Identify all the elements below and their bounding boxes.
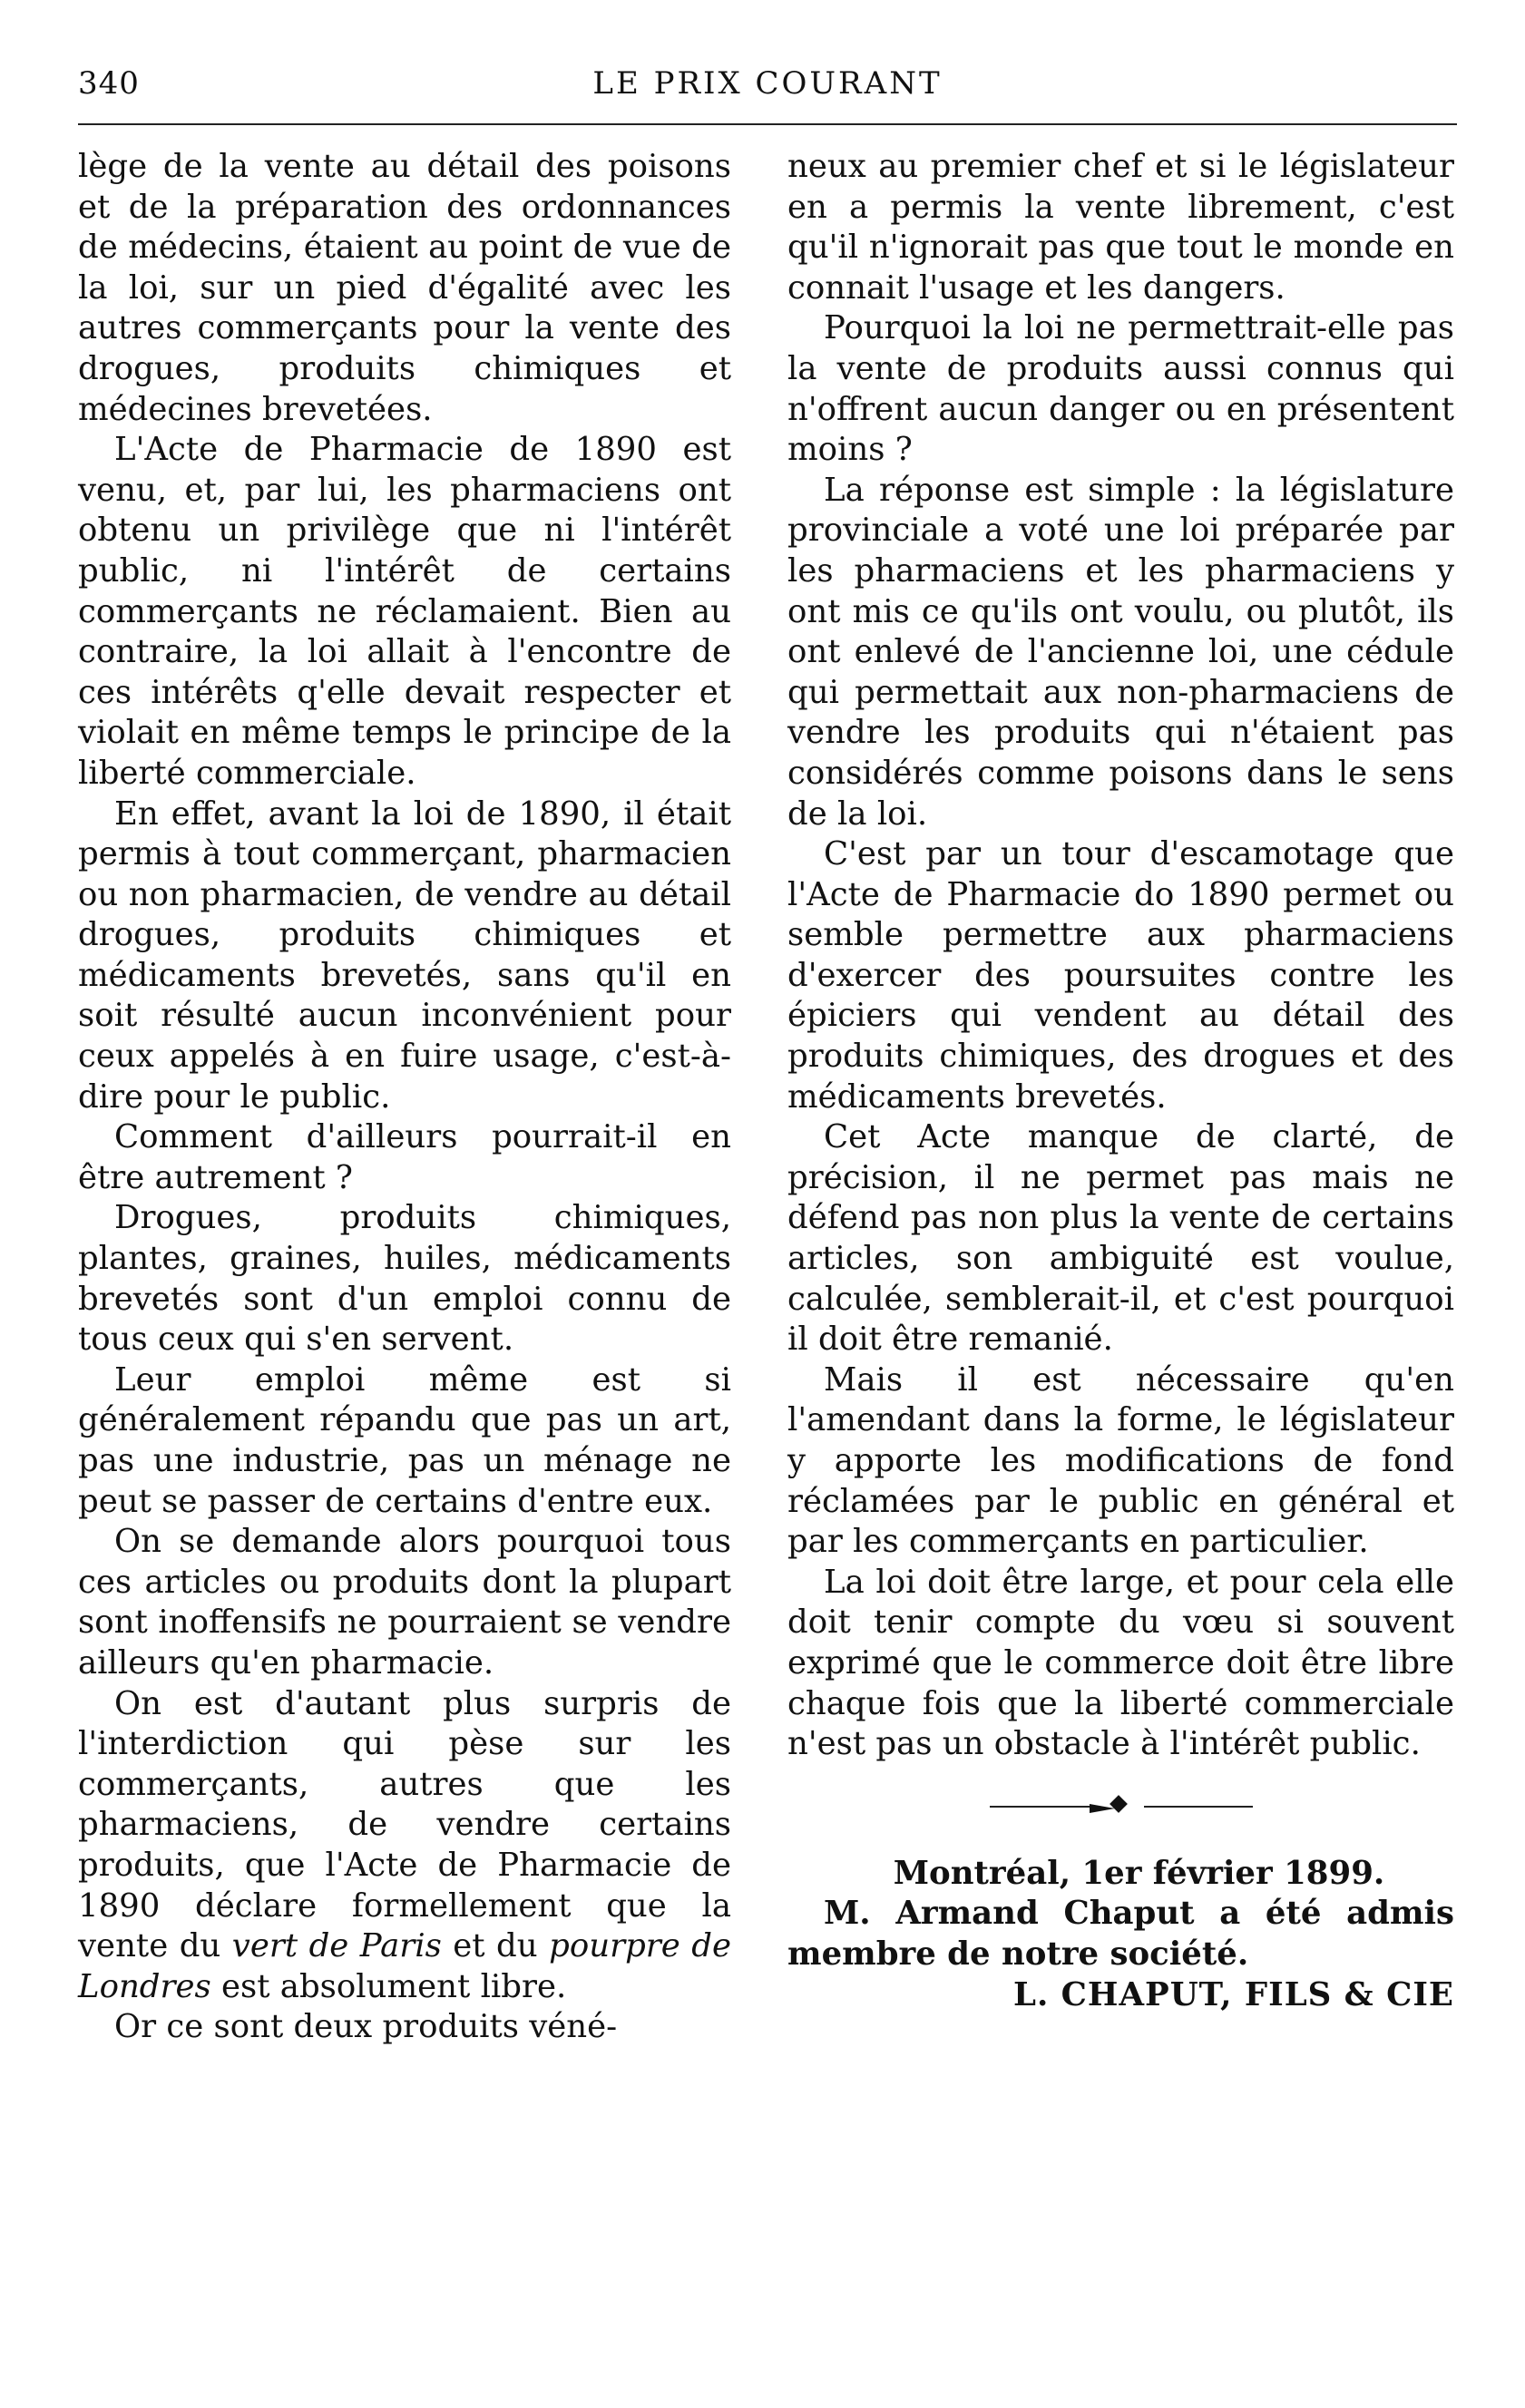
section-ornament [990,1798,1253,1816]
paragraph: Mais il est nécessaire qu'en l'amendant dans la forme, le législateur y apporte les modifications de fond réclamées par le public en général et par les commerçants en particulier. [787,1360,1454,1561]
product-name-italic: pourpre de Londres [78,1927,731,2005]
ornament-rule-right [1144,1806,1253,1808]
paragraph: Cet Acte manque de clarté, de précision, il ne permet pas mais ne défend pas non plus la vente de certains articles, son ambiguité est voulue, calculée, semblerait-il, et c'est pourquoi il doit être remanié. [787,1118,1454,1359]
paragraph: La loi doit être large, et pour cela elle doit tenir compte du vœu si souvent exprimé que le commerce doit être libre chaque fois que la liberté commerciale n'est pas un obstacle à l'intérêt public. [787,1563,1454,1763]
running-title: LE PRIX COURANT [592,65,943,102]
paragraph: Leur emploi même est si généralement répandu que pas un art, pas une industrie, pas un ménage ne peut se passer de certains d'entre eux. [78,1360,731,1520]
header-rule [78,123,1457,125]
paragraph: Comment d'ailleurs pourrait-il en être autrement ? [78,1118,731,1196]
paragraph: C'est par un tour d'escamotage que l'Acte de Pharmacie do 1890 permet ou semble permettre aux pharmaciens d'exercer des poursuites contre les épiciers qui vendent au détail des produits chimiques, des drogues et des médicaments brevetés. [787,835,1454,1116]
paragraph: La réponse est simple : la législature provinciale a voté une loi préparée par les pharmaciens et les pharmaciens y ont mis ce qu'ils ont voulu, ou plutôt, ils ont enlevé de l'ancienne loi, une cédule qui permettait aux non-pharmaciens de vendre les produits qui n'étaient pas considérés comme poisons dans le sens de la loi. [787,471,1454,833]
paragraph: lège de la vente au détail des poisons et de la préparation des ordonnances de médecins, étaient au point de vue de la loi, sur un pied d'égalité avec les autres commerçants pour la vente des drogues, produits chimiques et médecines brevetées. [78,148,731,428]
dateline: Montréal, 1er février 1899. [893,1854,1385,1892]
paragraph-text: On est d'autant plus surpris de l'interdiction qui pèse sur les commerçants, autres que les pharmaciens, de vendre certains produits, que l'Acte de Pharmacie de 1890 déclare formellement que la vente du [78,1684,731,1965]
ornament-rule-left [990,1806,1099,1808]
left-column [78,147,731,2048]
signature: L. CHAPUT, FILS & CIE [1012,1975,1454,2013]
paragraph [78,1684,731,2008]
page-header [78,65,1457,111]
paragraph: En effet, avant la loi de 1890, il était permis à tout commerçant, pharmacien ou non pharmacien, de vendre au détail drogues, produits chimiques et médicaments brevetés, sans qu'il en soit résulté aucun inconvénient pour ceux appelés à en fuire usage, c'est-à-dire pour le public. [78,795,731,1116]
right-column [787,147,1454,2015]
paragraph: L'Acte de Pharmacie de 1890 est venu, et, par lui, les pharmaciens ont obtenu un privilège que ni l'intérêt public, ni l'intérêt de certains commerçants ne réclamaient. Bien au contraire, la loi allait à l'encontre de ces intérêts q'elle devait respecter et violait en même temps le principe de la liberté commerciale. [78,431,731,792]
page-number: 340 [78,65,140,102]
paragraph: Pourquoi la loi ne permettrait-elle pas la vente de produits aussi connus qui n'offrent aucun danger ou en présentent moins ? [787,309,1454,469]
paragraph: On se demande alors pourquoi tous ces articles ou produits dont la plupart sont inoffensifs ne pourraient se vendre ailleurs qu'en pharmacie. [78,1523,731,1682]
paragraph: neux au premier chef et si le législateur en a permis la vente librement, c'est qu'il n'ignorait pas que tout le monde en connait l'usage et les dangers. [787,148,1454,307]
paragraph: Drogues, produits chimiques, plantes, graines, huiles, médicaments brevetés sont d'un emploi connu de tous ceux qui s'en servent. [78,1199,731,1359]
product-name-italic: vert de Paris [231,1927,442,1965]
paragraph: Or ce sont deux produits véné- [114,2008,618,2046]
paragraph-text: et du [441,1927,550,1965]
membership-notice: M. Armand Chaput a été admis membre de notre société. [787,1895,1454,1973]
paragraph-text: est absolument libre. [210,1967,567,2005]
